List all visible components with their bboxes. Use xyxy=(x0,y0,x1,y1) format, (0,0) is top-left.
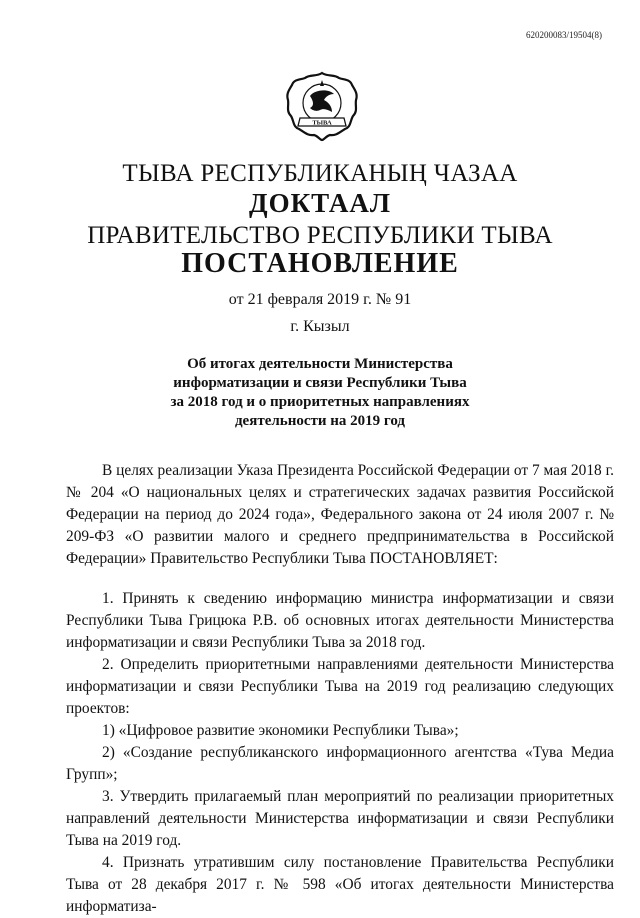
title-line: Об итогах деятельности Министерства xyxy=(187,356,453,372)
title-line: деятельности на 2019 год xyxy=(234,413,406,429)
preamble-paragraph: В целях реализации Указа Президента Российской Федерации от 7 мая 2018 г. № 204 «О национальных целях и стратегических задачах развития Российской Федерации на период до 2024 года», Федерального закона от 24 июля 2007 г. № 209-ФЗ «О развитии малого и среднего предпринимательства в Российской Федерации» Правительство Республики Тыва ПОСТАНОВЛЯЕТ: xyxy=(66,462,614,567)
decree-city: г. Кызыл xyxy=(290,318,350,335)
clause-3-paragraph: 3. Утвердить прилагаемый план мероприятий по реализации приоритетных направлений деятельности Министерства информатизации и связи Республики Тыва на 2019 год. xyxy=(66,788,614,849)
decree-body xyxy=(66,460,614,918)
title-line: информатизации и связи Республики Тыва xyxy=(173,375,467,391)
tuva-coat-of-arms-icon xyxy=(284,70,360,142)
header-tuvan-decree: ДОКТААЛ xyxy=(249,188,391,218)
project-2-item: 2) «Создание республиканского информационного агентства «Тува Медиа Групп»; xyxy=(66,744,614,783)
title-line: за 2018 год и о приоритетных направлениях xyxy=(170,394,470,410)
paragraph-gap xyxy=(66,570,614,588)
decree-date-number: от 21 февраля 2019 г. № 91 xyxy=(228,291,412,308)
clause-2-paragraph: 2. Определить приоритетными направлениями деятельности Министерства информатизации и связи Республики Тыва на 2019 год реализацию следующих проектов: xyxy=(66,656,614,717)
header-russian-decree: ПОСТАНОВЛЕНИЕ xyxy=(181,248,459,279)
clause-1-paragraph: 1. Принять к сведению информацию министра информатизации и связи Республики Тыва Грицюка Р.В. об основных итогах деятельности Министерства информатизации и связи Республики Тыва за 2018 год. xyxy=(66,590,614,651)
decree-title xyxy=(150,355,490,431)
header-russian-government: ПРАВИТЕЛЬСТВО РЕСПУБЛИКИ ТЫВА xyxy=(87,222,553,249)
emblem-ribbon-text: ТЫВА xyxy=(312,119,332,127)
project-1-item: 1) «Цифровое развитие экономики Республики Тыва»; xyxy=(102,722,459,739)
clause-4-paragraph: 4. Признать утратившим силу постановление Правительства Республики Тыва от 28 декабря 2017 г. № 598 «Об итогах деятельности Министерства информатиза- xyxy=(66,854,614,915)
header-tuvan-government: ТЫВА РЕСПУБЛИКАНЫҢ ЧАЗАА xyxy=(122,160,518,187)
document-id: 620200083/19504(8) xyxy=(526,30,602,40)
